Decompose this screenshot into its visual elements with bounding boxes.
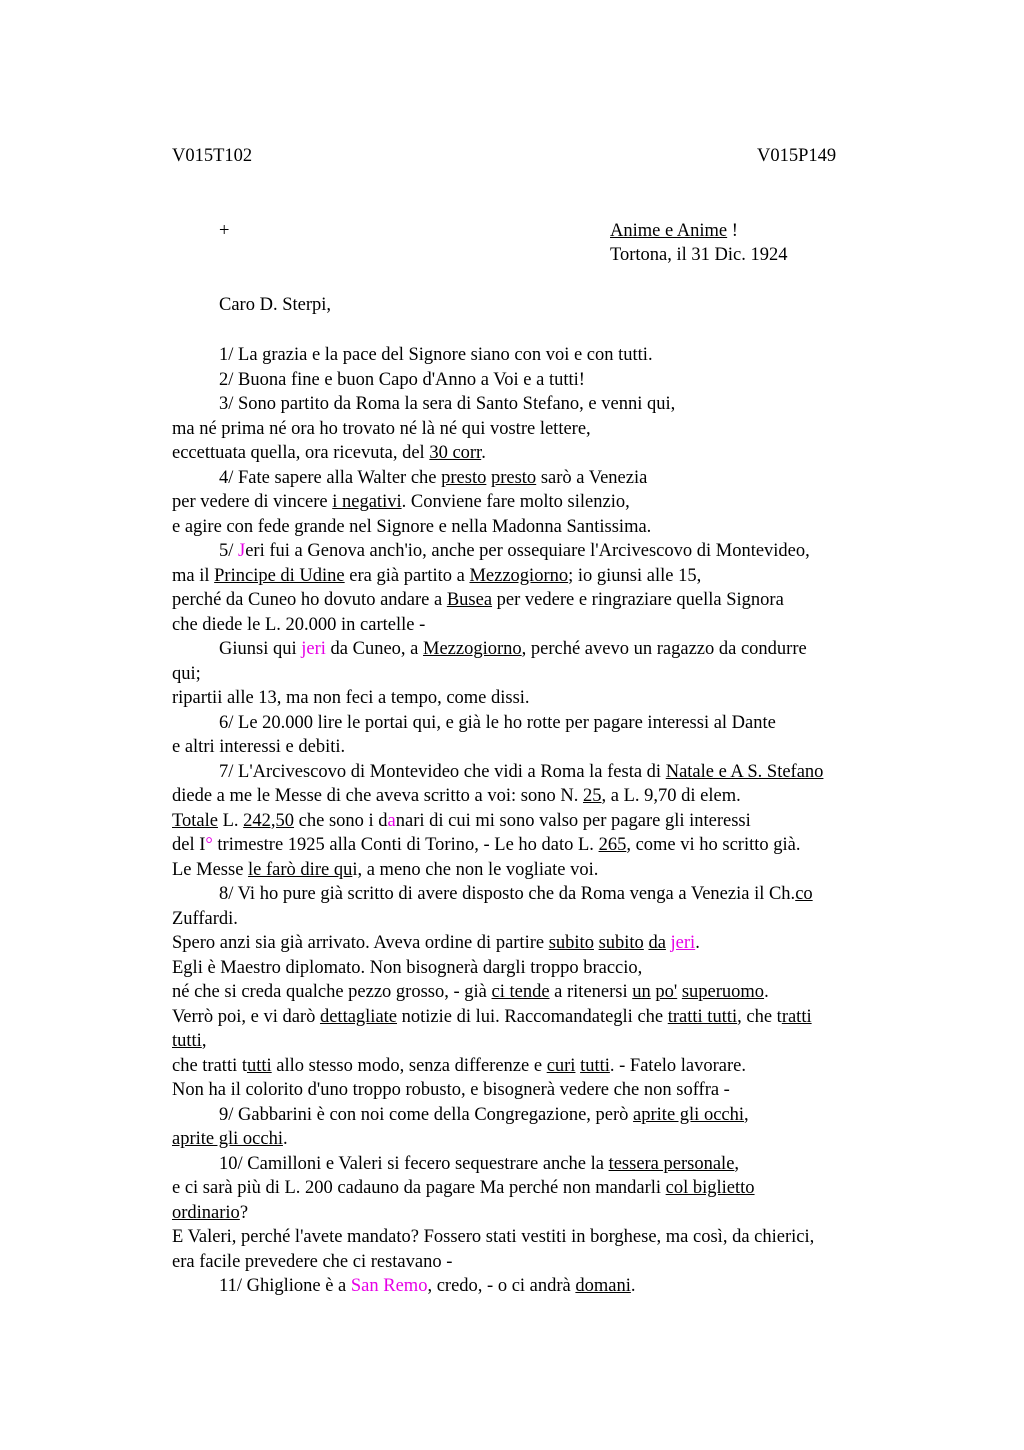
text: . [630, 1276, 636, 1296]
line [172, 760, 932, 785]
salutation: Caro D. Sterpi, [219, 295, 332, 315]
line: era facile prevedere che ci restavano - [172, 1251, 453, 1272]
line: 2/ Buona fine e buon Capo d'Anno a Voi e a tutti! [219, 369, 585, 390]
text: per vedere e ringraziare quella Signora [492, 590, 784, 610]
underlined-text: Natale e A S. Stefano [665, 761, 824, 782]
underlined-text: le farò dire qu [248, 859, 353, 880]
underlined-text: ci tende [491, 982, 550, 1002]
text: 10/ Camilloni e Valeri si fecero sequestrare anche la [219, 1153, 609, 1174]
line [172, 1029, 932, 1054]
line [172, 1274, 932, 1299]
text: 4/ Fate sapere alla Walter che [219, 467, 442, 488]
line: e agire con fede grande nel Signore e nella Madonna Santissima. [172, 516, 652, 537]
underlined-text: dettagliate [319, 1006, 398, 1027]
highlighted-text: jeri [670, 933, 696, 953]
text: sarò a Venezia [536, 467, 648, 488]
line [172, 858, 932, 883]
highlighted-text: ° [205, 835, 213, 855]
text: nari di cui mi sono valso per pagare gli interessi [395, 810, 751, 831]
text: perché da Cuneo ho dovuto andare a [172, 590, 447, 610]
line: Zuffardi. [172, 908, 238, 929]
text: che sono i d [294, 810, 388, 831]
motto-end: ! [727, 221, 738, 241]
text: , [744, 1104, 749, 1125]
line [172, 490, 932, 515]
highlighted-text: San Remo [350, 1276, 428, 1296]
text: Verrò poi, e vi darò [172, 1006, 320, 1027]
underlined-text: 242,50 [243, 810, 295, 831]
text: notizie di lui. Raccomandategli che [397, 1006, 668, 1027]
text: 8/ Vi ho pure già scritto di avere disposto che da Roma venga a Venezia il Ch. [219, 884, 796, 904]
text: era già partito a [344, 565, 470, 586]
line [172, 539, 932, 564]
line: 1/ La grazia e la pace del Signore siano con voi e con tutti. [219, 345, 653, 365]
text: L. [217, 810, 244, 831]
text: 5/ [219, 541, 239, 561]
underlined-text: i negativi [332, 492, 402, 512]
text: 11/ Ghiglione è a [219, 1276, 351, 1296]
text: da Cuneo, a [325, 639, 423, 659]
underlined-text: aprite gli occhi [633, 1104, 745, 1125]
underlined-text: presto [441, 467, 487, 488]
underlined-text: 265 [598, 835, 627, 855]
text: diede a me le Messe di che aveva scritto a voi: sono N. [172, 786, 583, 806]
text: . [764, 982, 769, 1002]
text: del I [172, 835, 206, 855]
line: E Valeri, perché l'avete mandato? Fossero stati vestiti in borghese, ma così, da chierici, [172, 1227, 815, 1247]
line [172, 1176, 932, 1201]
underlined-text: domani [575, 1276, 631, 1296]
underlined-text: Mezzogiorno [469, 565, 569, 586]
line [172, 1103, 932, 1128]
line [172, 441, 932, 466]
line [172, 833, 932, 858]
text: eri fui a Genova anch'io, anche per ossequiare l'Arcivescovo di Montevideo, [245, 541, 810, 561]
line: 3/ Sono partito da Roma la sera di Santo Stefano, e venni qui, [219, 394, 676, 414]
text: . [695, 933, 700, 953]
line [172, 466, 932, 491]
underlined-text: Busea [446, 590, 493, 610]
text: Spero anzi sia già arrivato. Aveva ordine di partire [172, 933, 549, 953]
line: Egli è Maestro diplomato. Non bisognerà dargli troppo braccio, [172, 957, 643, 978]
header-right-code: V015P149 [757, 146, 837, 166]
underlined-text: utti [247, 1055, 272, 1076]
text: ma il [172, 565, 215, 586]
text: 9/ Gabbarini è con noi come della Congregazione, però [219, 1104, 634, 1125]
text: eccettuata quella, ora ricevuta, del [172, 443, 430, 463]
underlined-text: subito [598, 933, 644, 953]
text: ; io giunsi alle 15, [568, 565, 702, 586]
underlined-text: da [648, 933, 666, 953]
underlined-text: tutti [172, 1031, 202, 1051]
header-left-code: V015T102 [172, 146, 253, 166]
line [172, 1152, 932, 1177]
line [172, 637, 932, 662]
underlined-text: presto [490, 467, 537, 488]
underlined-text: co [795, 884, 813, 904]
text: allo stesso modo, senza differenze e [271, 1055, 547, 1076]
cross-mark: + [219, 221, 230, 241]
underlined-text: col biglietto [665, 1178, 755, 1198]
text: né che si creda qualche pezzo grosso, - già [172, 982, 492, 1002]
text: , a L. 9,70 di elem. [601, 786, 741, 806]
text: e ci sarà più di L. 200 cadauno da pagare Ma perché non mandarli [172, 1178, 666, 1198]
line [172, 1201, 932, 1226]
text: ? [239, 1202, 249, 1223]
line: ripartii alle 13, ma non feci a tempo, come dissi. [172, 688, 530, 708]
highlighted-text: jeri [301, 639, 326, 659]
underlined-text: 25 [582, 786, 602, 806]
letter-body [172, 343, 932, 1299]
underlined-text: Principe di Udine [214, 565, 345, 586]
text: che tratti t [172, 1055, 247, 1076]
text: Giunsi qui [219, 639, 302, 659]
text: , come vi ho scritto già. [626, 835, 801, 855]
text: , [734, 1153, 740, 1174]
text: , [201, 1031, 207, 1051]
text: . - Fatelo lavorare. [609, 1055, 747, 1076]
line: ma né prima né ora ho trovato né là né qui vostre lettere, [172, 418, 591, 439]
text: a ritenersi [549, 982, 633, 1002]
line: 6/ Le 20.000 lire le portai qui, e già le ho rotte per pagare interessi al Dante [219, 712, 776, 733]
highlighted-text: J [238, 541, 246, 561]
highlighted-text: a [387, 810, 396, 831]
underlined-text: subito [548, 933, 594, 953]
motto-line [610, 221, 738, 242]
underlined-text: aprite gli occhi [172, 1129, 283, 1149]
line [172, 1127, 932, 1152]
line: qui; [172, 663, 201, 684]
text: . [282, 1129, 288, 1149]
text: , credo, - o ci andrà [427, 1276, 576, 1296]
text: . [481, 443, 486, 463]
line [172, 1005, 932, 1030]
line [172, 980, 932, 1005]
line [172, 1054, 932, 1079]
line: Non ha il colorito d'uno troppo robusto, e bisognerà vedere che non soffra - [172, 1080, 730, 1100]
text: Le Messe [172, 859, 249, 880]
underlined-text: un [632, 982, 651, 1002]
underlined-text: curi [546, 1055, 576, 1076]
line [172, 784, 932, 809]
text: per vedere di vincere [172, 492, 333, 512]
text: i, a meno che non le vogliate voi. [352, 859, 599, 880]
line [172, 809, 932, 834]
text: 7/ L'Arcivescovo di Montevideo che vidi a Roma la festa di [219, 761, 666, 782]
underlined-text: Mezzogiorno [423, 639, 522, 659]
underlined-text: superuomo [681, 982, 765, 1002]
underlined-text: tessera personale [608, 1153, 735, 1174]
underlined-text: ordinario [172, 1202, 240, 1223]
line [172, 931, 932, 956]
underlined-text: tutti [580, 1055, 610, 1076]
motto-text: Anime e Anime [610, 221, 728, 241]
line: che diede le L. 20.000 in cartelle - [172, 614, 426, 635]
line [172, 882, 932, 907]
text: trimestre 1925 alla Conti di Torino, - Le ho dato L. [212, 835, 599, 855]
underlined-text: tratti tutti [667, 1006, 738, 1027]
text: , perché avevo un ragazzo da condurre [521, 639, 807, 659]
line: e altri interessi e debiti. [172, 737, 346, 757]
place-date: Tortona, il 31 Dic. 1924 [610, 245, 788, 265]
text: , che t [737, 1006, 782, 1027]
line [172, 588, 932, 613]
underlined-text: Totale [172, 810, 218, 831]
line [172, 564, 932, 589]
underlined-text: ratti [781, 1006, 812, 1027]
underlined-text: po' [655, 982, 678, 1002]
underlined-text: 30 corr [429, 443, 482, 463]
text: . Conviene fare molto silenzio, [401, 492, 630, 512]
